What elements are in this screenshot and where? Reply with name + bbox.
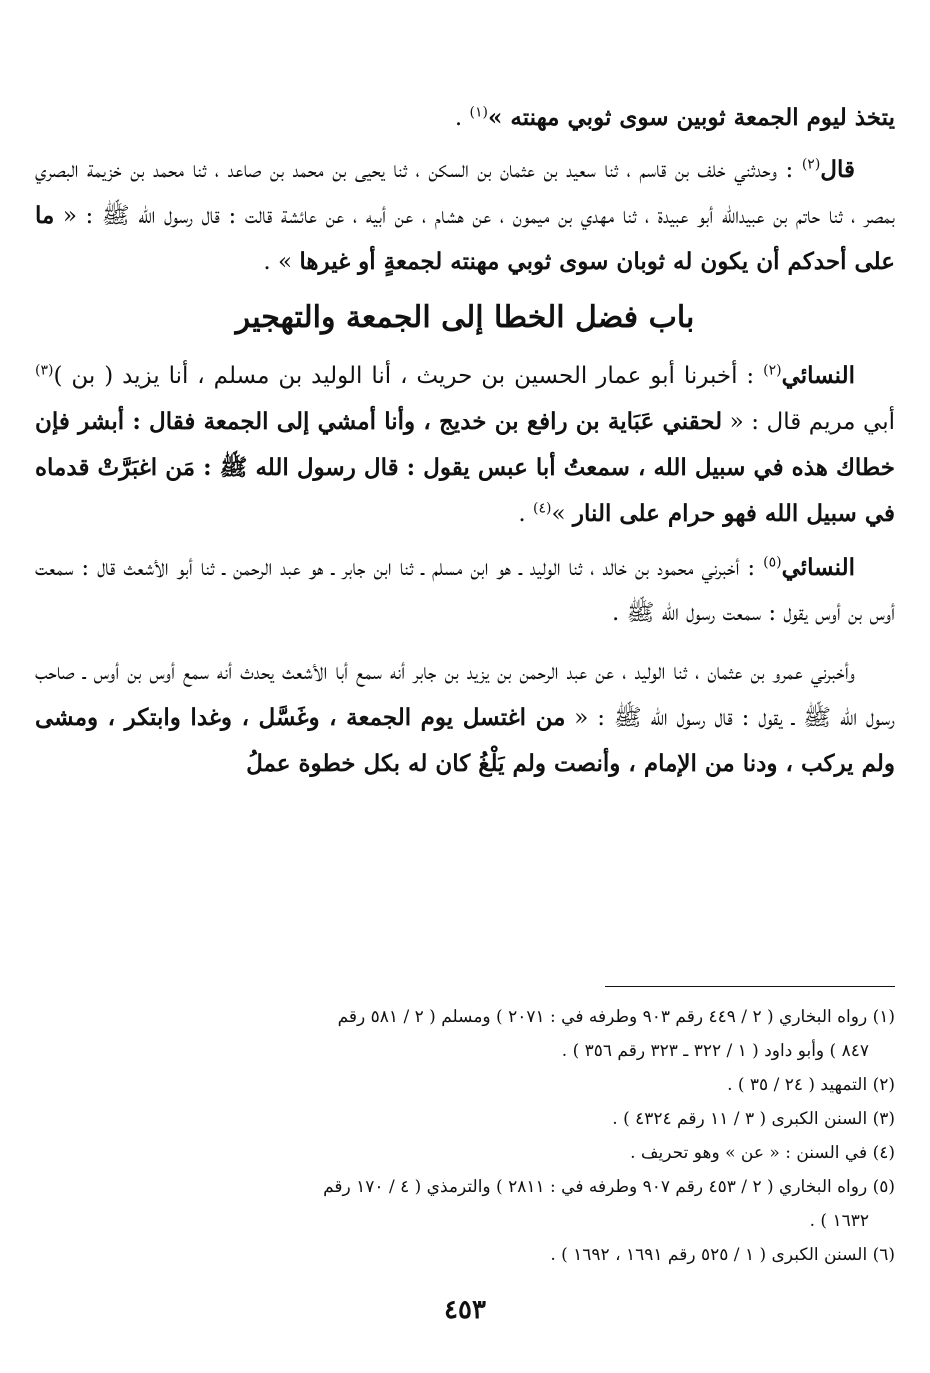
footnote-separator — [605, 986, 895, 987]
footnote-ref: (٢) — [763, 362, 782, 379]
footnote-ref: (١) — [469, 104, 488, 121]
footnote-4 — [35, 1136, 895, 1170]
paragraph-tail: » . — [263, 249, 300, 275]
paragraph-continuation — [35, 95, 895, 141]
footnote-ref: (٥) — [763, 554, 782, 571]
footnote-ref: (٣) — [35, 362, 54, 379]
footnote-3 — [35, 1102, 895, 1136]
footnote-line: (٦) السنن الكبرى ( ١ / ٥٢٥ رقم ١٦٩١ ، ١٦٩٢ ) . — [550, 1245, 895, 1265]
paragraph-nasai-2 — [35, 545, 895, 636]
footnote-ref: (٢) — [801, 156, 821, 173]
main-text — [35, 95, 895, 795]
paragraph-tail: . — [454, 105, 470, 131]
chain-text: : أخبرني محمود بن خالد ، ثنا الوليد ـ هو ابن مسلم ـ ثنا ابن جابر ـ هو عبد الرحمن ـ ثنا أبو الأشعث قال : سمعت أوس بن أوس يقول : سمعت رسول الله ﷺ . — [35, 555, 895, 626]
source-label: النسائي — [781, 554, 855, 581]
hadith-quote: لحقني عَبَاية بن رافع بن خديج ، وأنا أمشي إلى الجمعة فقال : أبشر فإن خطاك هذه في سبيل الله ، سمعتُ أبا عبس يقول : قال رسول الله ﷺ : مَن اغبَرَّتْ قدماه في سبيل الله فهو حرام على النار — [35, 408, 895, 527]
chain-text: : وحدثني خلف بن قاسم ، ثنا سعيد بن عثمان بن السكن ، ثنا يحيى بن محمد بن صاعد ، ثنا محمد بن خزيمة البصري بمصر ، ثنا حاتم بن عبيدالله أبو عبيدة ، ثنا مهدي بن ميمون ، عن هشام ، عن أبيه ، عن عائشة قالت : قال رسول الله ﷺ : « — [35, 157, 895, 229]
chain-text: وأخبرني عمرو بن عثمان ، ثنا الوليد ، عن عبد الرحمن بن يزيد بن جابر أنه سمع أبا الأشعث يحدث أنه سمع أوس بن أوس ـ صاحب رسول الله ﷺ ـ يقول : قال رسول الله ﷺ : « — [35, 659, 895, 731]
paragraph-tail-2: . — [518, 501, 534, 527]
footnote-ref: (٤) — [533, 500, 552, 517]
chain-text: : أخبرنا أبو عمار الحسين بن حريث ، أنا الوليد بن مسلم ، أنا يزيد ( بن ) — [53, 363, 764, 389]
footnote-line: (٣) السنن الكبرى ( ٣ / ١١ رقم ٤٣٢٤ ) . — [612, 1109, 895, 1129]
paragraph-qala — [35, 147, 895, 285]
source-label: النسائي — [781, 362, 855, 389]
footnote-1 — [35, 1000, 895, 1068]
footnote-2 — [35, 1068, 895, 1102]
footnote-5 — [35, 1170, 895, 1238]
footnote-line-continued: ٨٤٧ ) وأبو داود ( ١ / ٣٢٢ ـ ٣٢٣ رقم ٣٥٦ ) . — [561, 1041, 869, 1061]
footnote-line-continued: ١٦٣٢ ) . — [809, 1211, 869, 1231]
footnotes — [35, 1000, 895, 1272]
speaker-label: قال — [820, 156, 855, 183]
chapter-heading: باب فضل الخطا إلى الجمعة والتهجير — [235, 300, 695, 335]
paragraph-tail: » — [551, 501, 573, 527]
footnote-line: (١) رواه البخاري ( ٢ / ٤٤٩ رقم ٩٠٣ وطرفه في : ٢٠٧١ ) ومسلم ( ٢ / ٥٨١ رقم — [337, 1007, 895, 1027]
quote-text: يتخذ ليوم الجمعة ثوبين سوى ثوبي مهنته » — [487, 104, 895, 131]
footnote-line: (٥) رواه البخاري ( ٢ / ٤٥٣ رقم ٩٠٧ وطرفه في : ٢٨١١ ) والترمذي ( ٤ / ١٧٠ رقم — [323, 1177, 895, 1197]
footnote-line: (٢) التمهيد ( ٢٤ / ٣٥ ) . — [727, 1075, 895, 1095]
hadith-quote: من اغتسل يوم الجمعة ، وغَسَّل ، وغدا وابتكر ، ومشى ولم يركب ، ودنا من الإمام ، وأنصت ولم يَلْغُ كان له بكل خطوة عملُ — [35, 704, 895, 777]
footnote-6 — [35, 1238, 895, 1272]
page-number: ٤٥٣ — [444, 1295, 486, 1325]
paragraph-nasai-1 — [35, 353, 895, 537]
footnote-line: (٤) في السنن : « عن » وهو تحريف . — [630, 1143, 895, 1163]
hadith-quote: ما على أحدكم أن يكون له ثوبان سوى ثوبي مهنته لجمعةٍ أو غيرها — [35, 202, 895, 275]
chain-text-2: أبي مريم قال : « — [722, 409, 895, 435]
paragraph-amr — [35, 650, 895, 787]
